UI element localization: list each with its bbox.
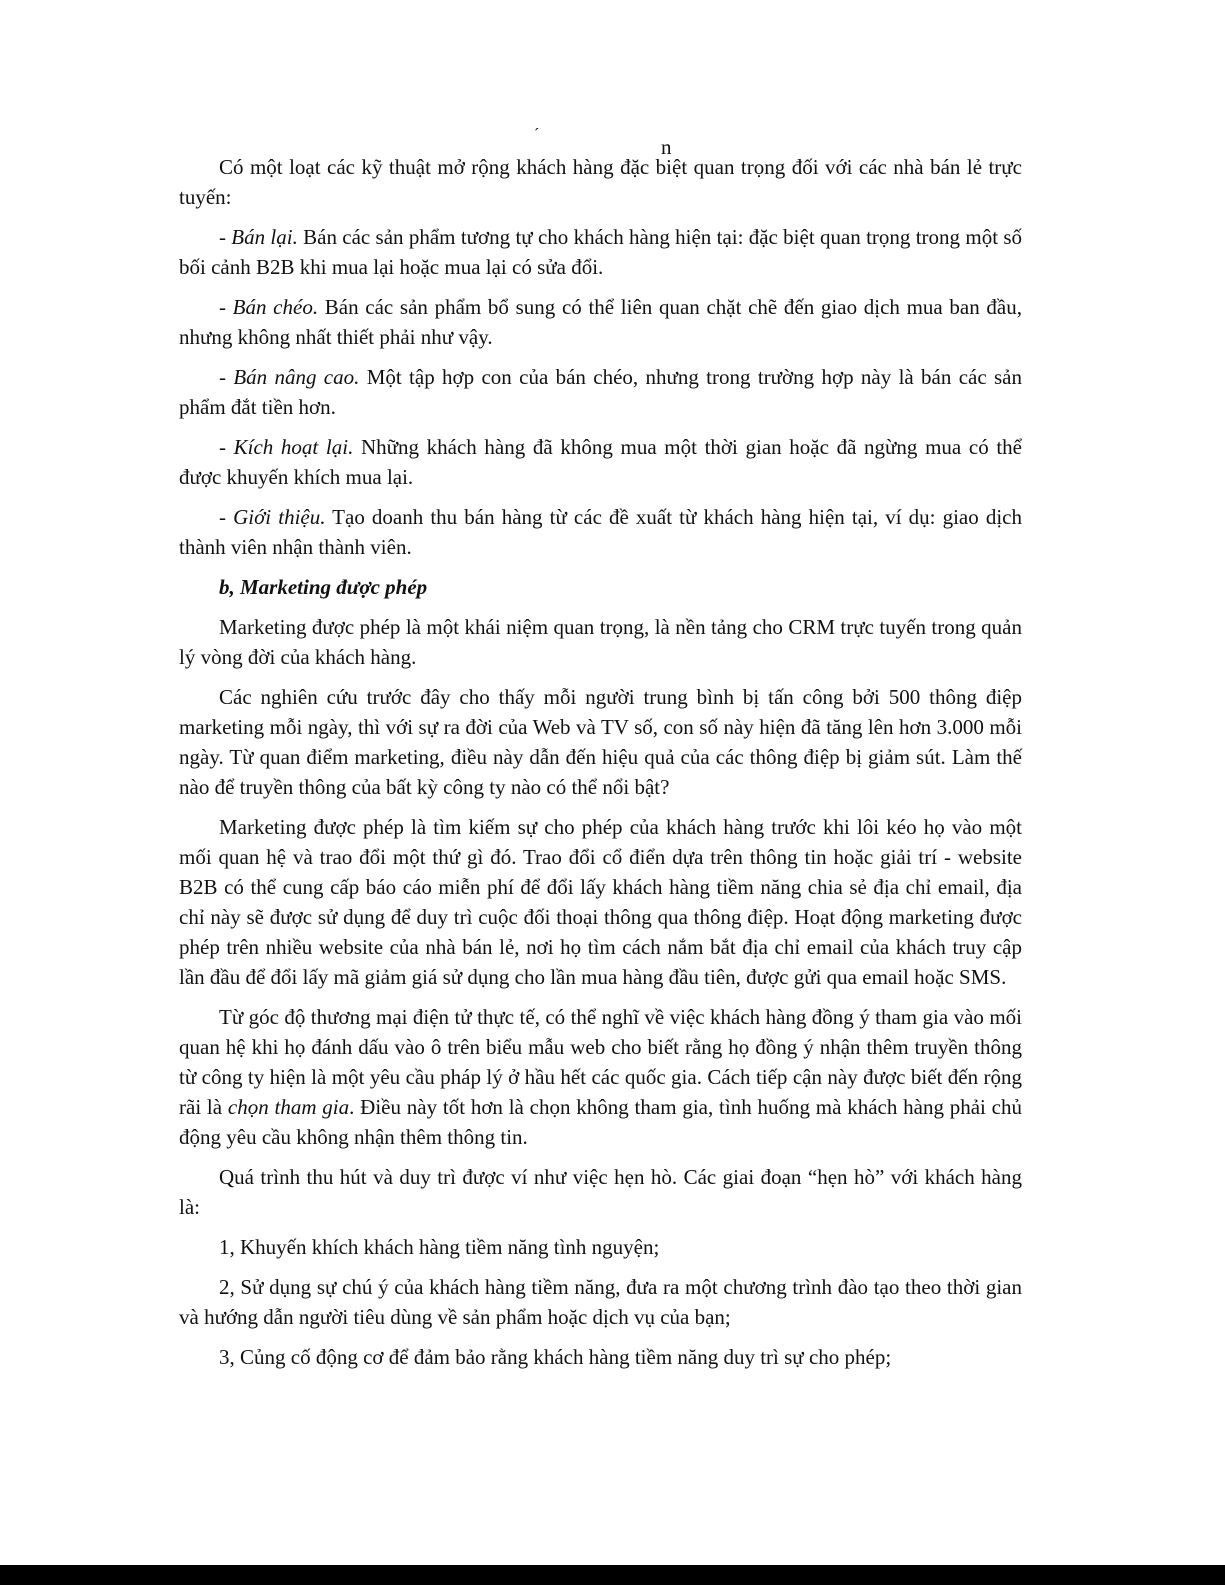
- body-text: [179, 152, 1022, 1382]
- scan-bottom-border: [0, 1565, 1225, 1585]
- text-cross-sell: Bán các sản phẩm bổ sung có thể liên quan chặt chẽ đến giao dịch mua ban đầu, nhưng không nhất thiết phải như vậy.: [179, 295, 1022, 349]
- list-item-referral: [179, 502, 1022, 562]
- opt-in-text-after: . Điều này tốt hơn là chọn không tham gia, tình huống mà khách hàng phải chủ động yêu cầu không nhận thêm thông tin.: [179, 1095, 1022, 1149]
- stray-tick-mark: ´: [534, 126, 540, 143]
- paragraph-permission-definition: Marketing được phép là một khái niệm quan trọng, là nền tảng cho CRM trực tuyến trong quản lý vòng đời của khách hàng.: [179, 615, 1022, 669]
- text-resell: Bán các sản phẩm tương tự cho khách hàng hiện tại: đặc biệt quan trọng trong một số bối cảnh B2B khi mua lại hoặc mua lại có sửa đổi.: [179, 225, 1023, 279]
- paragraph-dating-analogy: Quá trình thu hút và duy trì được ví như việc hẹn hò. Các giai đoạn “hẹn hò” với khách hàng là:: [179, 1165, 1022, 1219]
- list-item-reactivation: [179, 432, 1022, 492]
- term-cross-sell: - Bán chéo.: [219, 295, 319, 319]
- section-heading: b, Marketing được phép: [219, 575, 428, 599]
- list-item-cross-sell: [179, 292, 1022, 352]
- term-up-sell: - Bán nâng cao.: [219, 365, 360, 389]
- paragraph-opt-in: [179, 1002, 1022, 1152]
- text-referral: Tạo doanh thu bán hàng từ các đề xuất từ khách hàng hiện tại, ví dụ: giao dịch thành viên nhận thành viên.: [179, 505, 1022, 559]
- intro-paragraph: Có một loạt các kỹ thuật mở rộng khách hàng đặc biệt quan trọng đối với các nhà bán lẻ trực tuyến:: [179, 155, 1022, 209]
- list-item-up-sell: [179, 362, 1022, 422]
- text-reactivation: Những khách hàng đã không mua một thời gian hoặc đã ngừng mua có thể được khuyến khích mua lại.: [179, 435, 1022, 489]
- term-referral: - Giới thiệu.: [219, 505, 326, 529]
- dating-step-2: 2, Sử dụng sự chú ý của khách hàng tiềm năng, đưa ra một chương trình đào tạo theo thời gian và hướng dẫn người tiêu dùng về sản phẩm hoặc dịch vụ của bạn;: [179, 1275, 1022, 1329]
- term-reactivation: - Kích hoạt lại.: [219, 435, 354, 459]
- term-resell: - Bán lại.: [219, 225, 298, 249]
- dating-step-1: 1, Khuyến khích khách hàng tiềm năng tình nguyện;: [219, 1235, 660, 1259]
- opt-in-text-before: Từ góc độ thương mại điện tử thực tế, có thể nghĩ về việc khách hàng đồng ý tham gia vào mối quan hệ khi họ đánh dấu vào ô trên biểu mẫu web cho biết rằng họ đồng ý nhận thêm truyền thông từ công ty hiện là một yêu cầu pháp lý ở hầu hết các quốc gia. Cách tiếp cận này được biết đến rộng rãi là: [179, 1005, 1022, 1119]
- opt-in-term: chọn tham gia: [227, 1095, 350, 1119]
- list-item-resell: [179, 222, 1022, 282]
- text-up-sell: Một tập hợp con của bán chéo, nhưng trong trường hợp này là bán các sản phẩm đắt tiền hơn.: [179, 365, 1022, 419]
- paragraph-message-overload: Các nghiên cứu trước đây cho thấy mỗi người trung bình bị tấn công bởi 500 thông điệp marketing mỗi ngày, thì với sự ra đời của Web và TV số, con số này hiện đã tăng lên hơn 3.000 mỗi ngày. Từ quan điểm marketing, điều này dẫn đến hiệu quả của các thông điệp bị giảm sút. Làm thế nào để truyền thông của bất kỳ công ty nào có thể nổi bật?: [179, 685, 1022, 799]
- dating-step-3: 3, Củng cố động cơ để đảm bảo rằng khách hàng tiềm năng duy trì sự cho phép;: [219, 1345, 892, 1369]
- paragraph-permission-exchange: Marketing được phép là tìm kiếm sự cho phép của khách hàng trước khi lôi kéo họ vào một mối quan hệ và trao đổi một thứ gì đó. Trao đổi cổ điển dựa trên thông tin hoặc giải trí - website B2B có thể cung cấp báo cáo miễn phí để đổi lấy khách hàng tiềm năng chia sẻ địa chỉ email, địa chỉ này sẽ được sử dụng để duy trì cuộc đối thoại thông qua thông điệp. Hoạt động marketing được phép trên nhiều website của nhà bán lẻ, nơi họ tìm cách nắm bắt địa chỉ email của khách truy cập lần đầu để đổi lấy mã giảm giá sử dụng cho lần mua hàng đầu tiên, được gửi qua email hoặc SMS.: [179, 815, 1022, 989]
- stray-letter-mark: n: [661, 135, 672, 159]
